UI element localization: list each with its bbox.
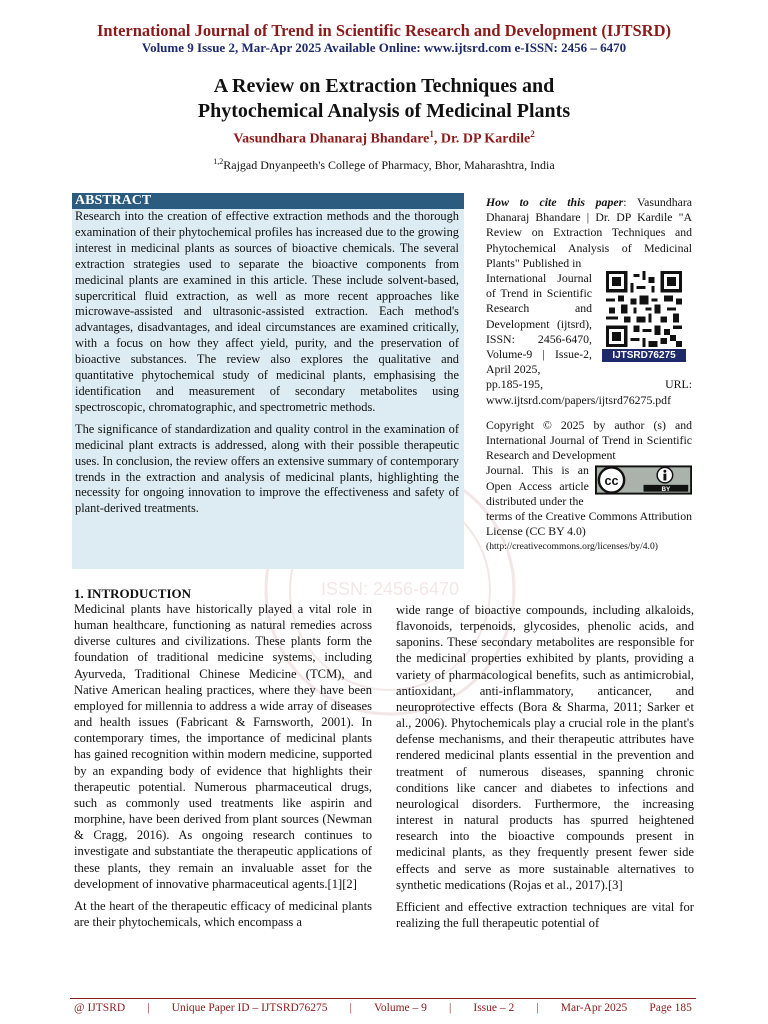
author-2-sup: 2 [530, 129, 535, 139]
intro-left-column [74, 586, 372, 930]
citation-intro [486, 195, 692, 271]
authors [0, 129, 768, 148]
paper-title-line-2: Phytochemical Analysis of Medicinal Plants [197, 100, 571, 122]
citation-left-block: International Journal of Trend in Scientific Research and Development (ijtsrd), ISSN: 2456-6470, Volume-9 | Issue-2, April 2025, [486, 271, 592, 377]
cc-by-license-icon[interactable] [595, 465, 692, 495]
footer-publisher: @ IJTSRD [74, 1002, 126, 1014]
introduction-heading: 1. INTRODUCTION [74, 586, 192, 601]
watermark-issn: ISSN: 2456-6470 [320, 579, 460, 599]
intro-left-paragraph-1: Medicinal plants have historically played a vital role in human healthcare, functioning as natural remedies across diverse cultures and civilizations. These plants form the foundation of traditional medicine systems, including Ayurveda, Traditional Chinese Medicine (TCM), and Native American healing practices, where they have been employed for millennia to address a wide array of diseases and health issues (Fabricant & Farnsworth, 2001). In contemporary times, the importance of medicinal plants has gained recognition within modern medicine, supported by an expanding body of evidence that highlights their therapeutic potential. Numerous pharmaceutical drugs, such as commonly used treatments like aspirin and morphine, have been derived from plant sources (Newman & Cragg, 2016). As ongoing research continues to investigate and substantiate the therapeutic applications of these plants, they remain an invaluable asset for the development of innovative pharmaceutical agents.[1][2] [74, 602, 372, 891]
abstract-box [72, 193, 464, 569]
cc-by-badge-text: BY [661, 486, 671, 494]
footer-issue: Issue – 2 [473, 1002, 515, 1014]
abstract-paragraph-1: Research into the creation of effective extraction methods and the thorough examination of their phytochemical profiles has increased due to the growing interest in medicinal plants as sources of bioactive chemicals. The several extraction strategies used to separate the bioactive components from medicinal plants are examined in this article. These include solvent-based, supercritical fluid extraction, as well as more recent approaches like microwave-assisted and ultrasonic-assisted extraction. Each method's advantages, disadvantages, and ideal circumstances are examined critically, with a focus on how they affect yield, purity, and the preservation of bioactive substances. The review also explores the qualitative and quantitative phytochemical study of medicinal plants, emphasising the identification and measurement of secondary metabolites using spectroscopic, chromatographic, and spectrometric methods. [75, 209, 459, 414]
footer-volume: Volume – 9 [374, 1002, 427, 1014]
author-1: Vasundhara Dhanaraj Bhandare [233, 131, 430, 147]
copyright-left-block: Journal. This is an Open Access article distributed under the [486, 463, 589, 508]
author-1-sup: 1 [429, 129, 434, 139]
citation-pages-row [486, 377, 692, 392]
footer-sep-2: | [349, 1002, 352, 1014]
footer-page-number: Page 185 [649, 1002, 692, 1014]
license-url[interactable]: (http://creativecommons.org/licenses/by/4.0) [486, 541, 658, 553]
copyright-text: Copyright © 2025 by author (s) and International Journal of Trend in Scientific Research and Development [486, 417, 692, 463]
intro-right-paragraph-2: Efficient and effective extraction techniques are vital for realizing the full therapeutic potential of [396, 899, 694, 930]
footer-rule [70, 998, 696, 999]
footer-sep-4: | [536, 1002, 539, 1014]
footer-sep-3: | [448, 1002, 452, 1014]
affiliation-sup: 1,2 [213, 157, 224, 166]
svg-text:cc: cc [604, 474, 619, 489]
copyright-split [486, 463, 692, 509]
affiliation [0, 157, 768, 173]
footer-date: Mar-Apr 2025 [560, 1002, 628, 1014]
copyright-license: terms of the Creative Commons Attribution License (CC BY 4.0) [486, 509, 692, 539]
affiliation-text: Rajgad Dnyanpeeth's College of Pharmacy, Bhor, Maharashtra, India [223, 158, 555, 172]
citation-pages: pp.185-195, [486, 377, 544, 392]
author-2: Dr. DP Kardile [440, 131, 531, 147]
footer-sep-1: | [147, 1002, 150, 1014]
paper-title [0, 74, 768, 124]
paper-title-line-1: A Review on Extraction Techniques and [213, 75, 555, 97]
citation-url-label: URL: [665, 377, 692, 392]
journal-title: International Journal of Trend in Scientific Research and Development (IJTSRD) [97, 21, 671, 40]
author-separator: , [433, 131, 441, 147]
journal-issue-line: Volume 9 Issue 2, Mar-Apr 2025 Available Online: www.ijtsrd.com e-ISSN: 2456 – 6470 [141, 40, 627, 55]
intro-right-column [396, 602, 694, 931]
qr-code-icon[interactable] [606, 271, 682, 347]
abstract-paragraph-2: The significance of standardization and quality control in the examination of medicinal plant extracts is addressed, along with their possible therapeutic uses. In conclusion, the review offers an extensive summary of contemporary trends in the extraction and analysis of medicinal plants, highlighting the necessity for ongoing innovation to improve the effectiveness and safety of plant-derived treatments. [75, 421, 459, 516]
citation-url[interactable]: www.ijtsrd.com/papers/ijtsrd76275.pdf [486, 392, 672, 407]
intro-left-paragraph-2: At the heart of the therapeutic efficacy of medicinal plants are their phytochemicals, which encompass a [74, 898, 372, 929]
footer-paper-id: Unique Paper ID – IJTSRD76275 [171, 1002, 328, 1014]
page-footer [74, 1002, 692, 1014]
intro-right-paragraph-1: wide range of bioactive compounds, including alkaloids, flavonoids, terpenoids, glycosides, phenolic acids, and saponins. These secondary metabolites are responsible for the medicinal properties exhibited by plants, providing a variety of pharmacological benefits, such as antimicrobial, antioxidant, anti-inflammatory, anticancer, and neuroprotective effects (Bora & Sharma, 2011; Sarker et al., 2006). Phytochemicals play a crucial role in the plant's defense mechanisms, and their therapeutic attributes have rendered medicinal plants essential in the prevention and treatment of numerous diseases, spanning chronic conditions like cancer and diabetes to infections and neurological disorders. Furthermore, the increasing interest in natural products has spurred heightened research into the bioactive compounds present in medicinal plants, as they frequently present fewer side effects and serve as more sustainable alternatives to synthetic medications (Rojas et al., 2017).[3] [396, 603, 694, 892]
citation-block [486, 195, 692, 555]
abstract-heading: ABSTRACT [72, 193, 464, 209]
qr-code-block[interactable] [596, 271, 692, 377]
citation-intro-text: : Vasundhara Dhanaraj Bhandare | Dr. DP Kardile "A Review on Extraction Techniques and Phytochemical Analysis of Medicinal Plants" Published in [486, 195, 692, 270]
qr-code-label: IJTSRD76275 [602, 349, 686, 362]
citation-split [486, 271, 692, 377]
citation-label: How to cite this paper [486, 195, 624, 209]
